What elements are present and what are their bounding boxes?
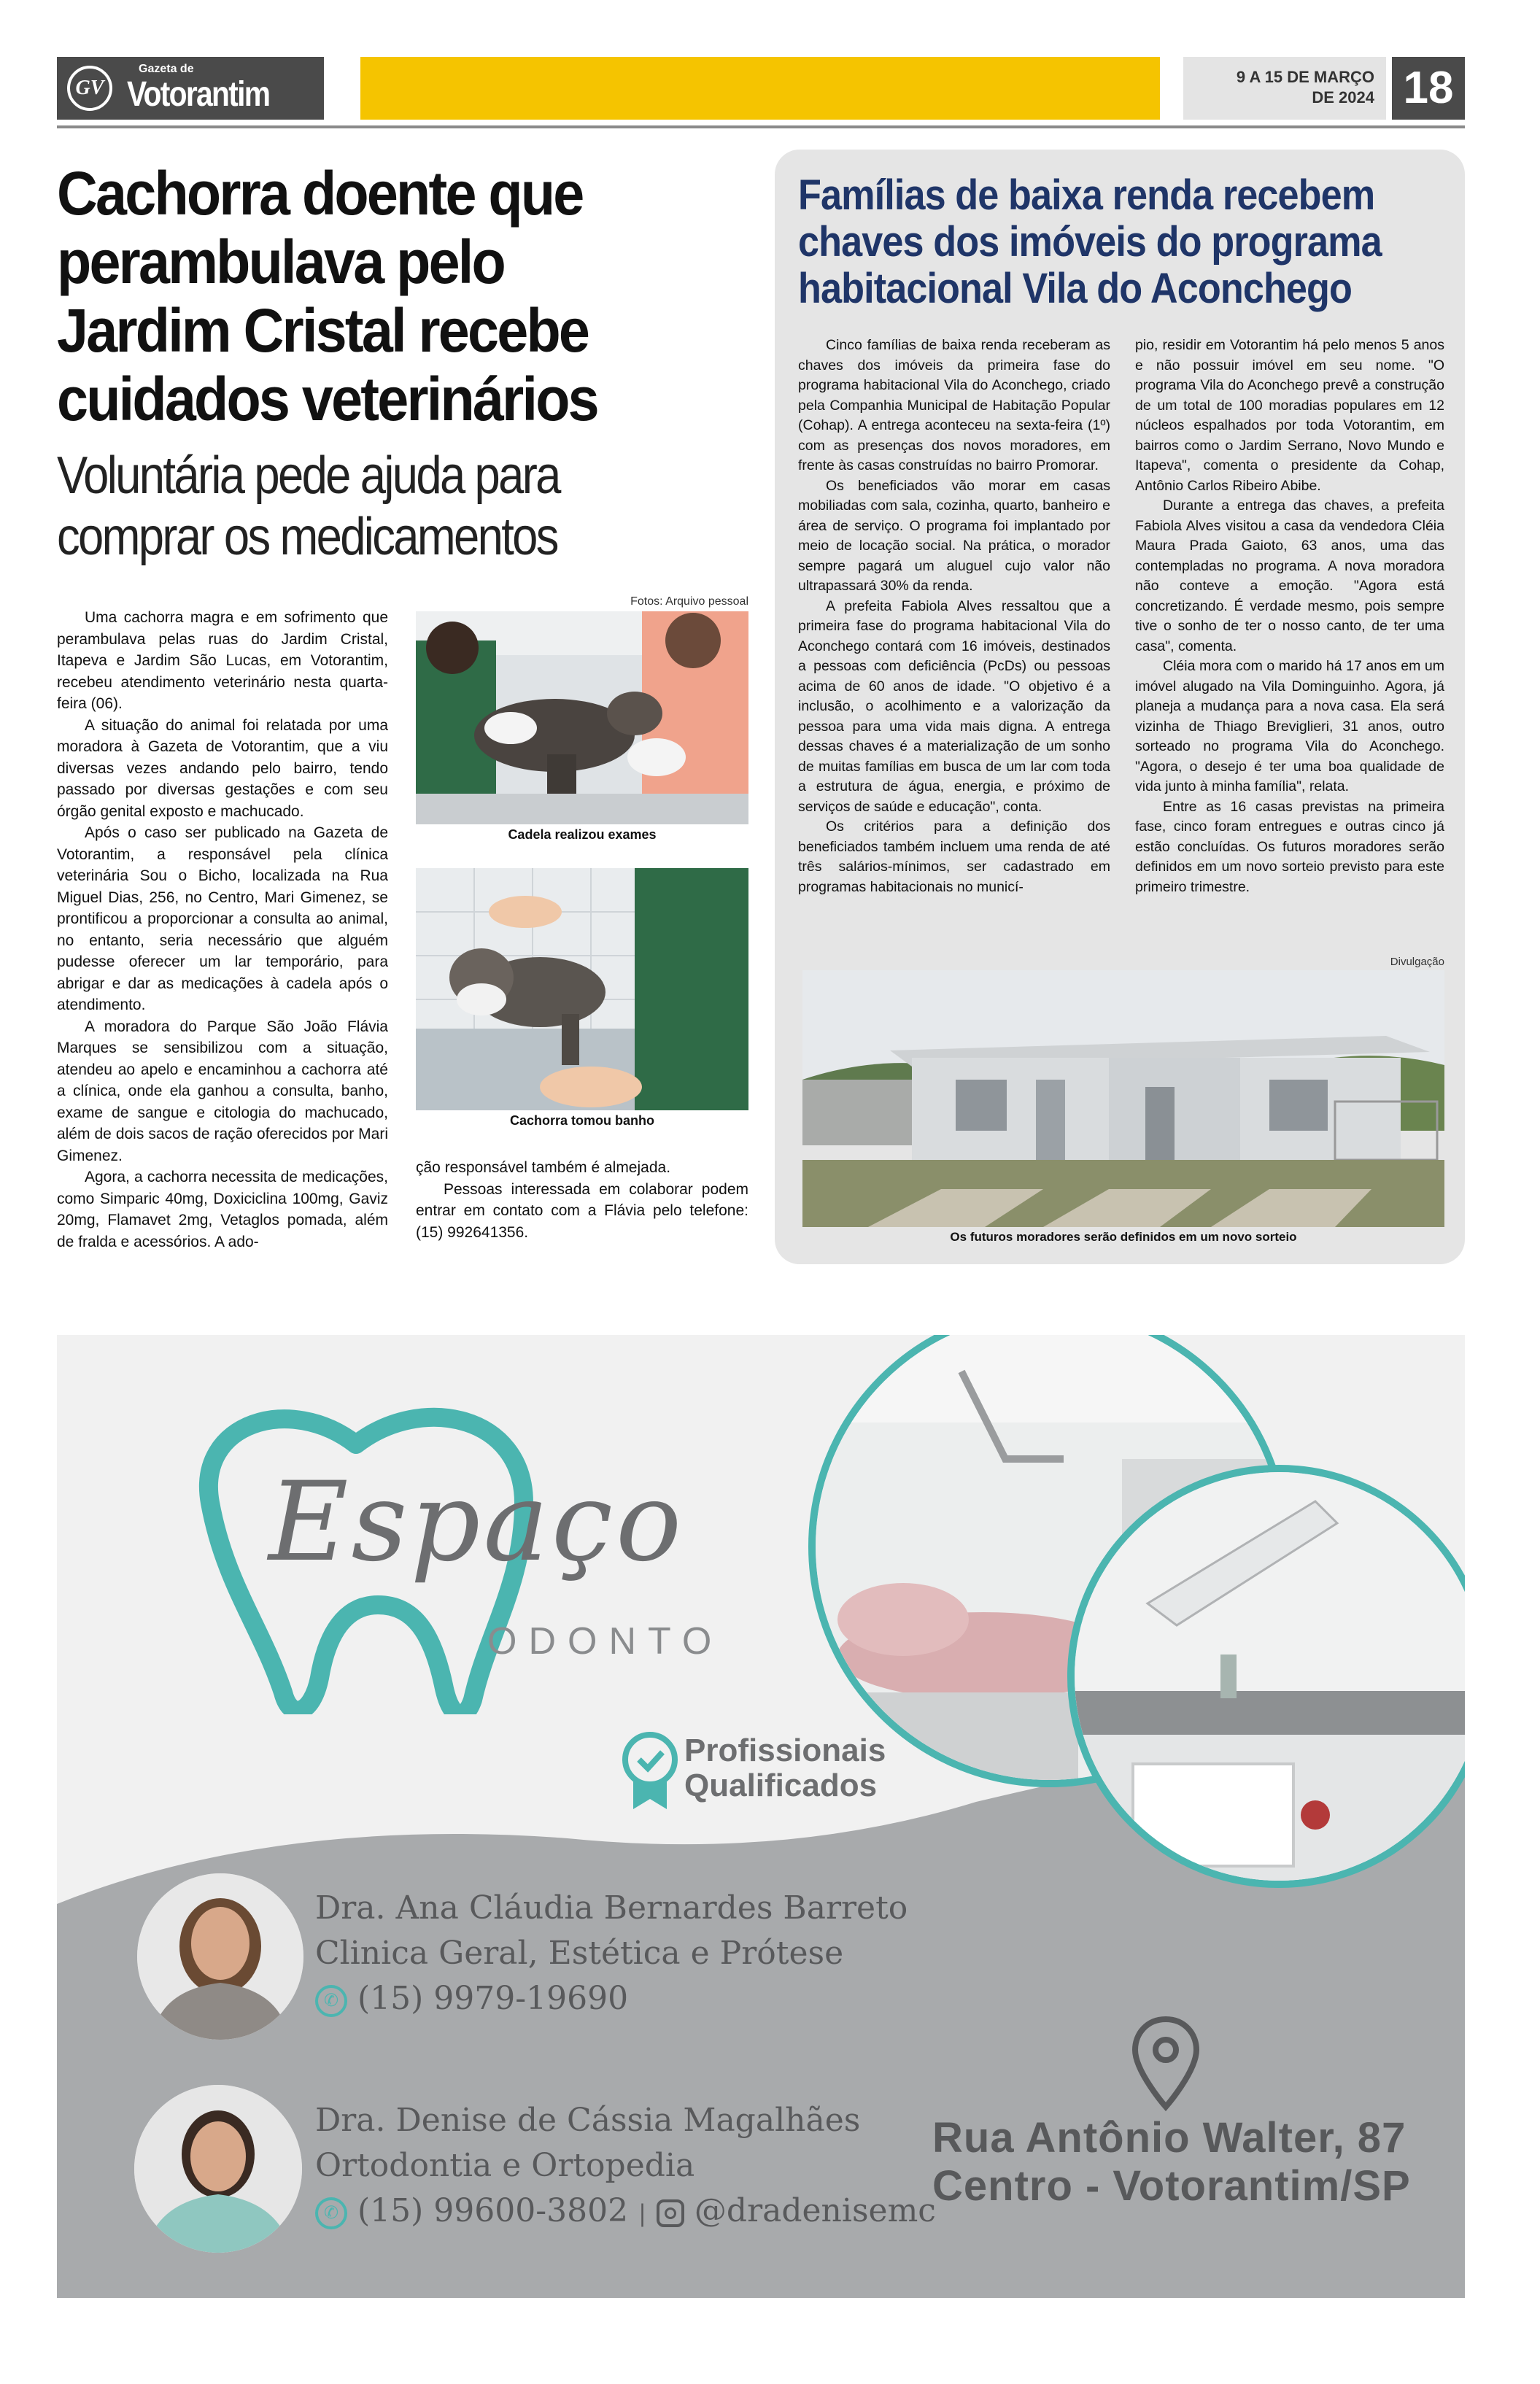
article-subheadline: Voluntária pede ajuda para comprar os medicamentos xyxy=(57,446,560,566)
advertisement-dental xyxy=(57,1335,1465,2298)
logo-small-text: Gazeta de xyxy=(139,63,194,75)
doctor-2-contact-row xyxy=(315,2188,936,2236)
brand-sub: ODONTO xyxy=(487,1620,724,1663)
doctor-1-name: Dra. Ana Cláudia Bernardes Barreto xyxy=(315,1889,908,1927)
doctor-2-name: Dra. Denise de Cássia Magalhães xyxy=(315,2102,861,2139)
masthead xyxy=(57,57,324,120)
paragraph: Os critérios para a definição dos beneficiados também incluem uma renda de até três salários-mínimos, ser cadastrado em programas habitacionais no municí- xyxy=(798,818,1110,895)
sidebar-column-2 xyxy=(1135,336,1444,897)
whatsapp-icon: ✆ xyxy=(315,2197,347,2229)
clinic-address xyxy=(932,2114,1411,2210)
paragraph: Pessoas interessada em colaborar podem entrar em contato com a Flávia pelo telefone: (15) 992641356. xyxy=(416,1180,748,1241)
doctor-1-phone: (15) 9979-19690 xyxy=(357,1980,629,2017)
paragraph: A prefeita Fabiola Alves ressaltou que a primeira fase do programa habitacional Vila do Aconchego contará com 16 imóveis, destinados a pessoas com deficiência (PcDs) ou pessoas acima de 60 anos de idade. "O objetivo é a inclusão, o acolhimento e a valorização da pessoa para uma vida mais digna. A entrega dessas chaves é a materialização de um sonho de muitas famílias em busca de um lar com toda a estrutura de água, energia, e próximo de serviços de saúde e educação", conta. xyxy=(798,597,1110,815)
header-yellow-bar xyxy=(360,57,1160,120)
issue-date xyxy=(1183,57,1386,120)
photo-dog-exam xyxy=(416,611,748,824)
doctor-1-specialty: Clinica Geral, Estética e Prótese xyxy=(315,1935,844,1972)
doctor-2-info xyxy=(315,2098,936,2236)
badge-line-1: Profissionais xyxy=(684,1733,886,1768)
photo-credit: Fotos: Arquivo pessoal xyxy=(630,595,748,608)
badge-line-2: Qualificados xyxy=(684,1768,878,1803)
sidebar-column-1 xyxy=(798,336,1110,897)
doctor-2-phone: (15) 99600-3802 xyxy=(357,2192,629,2229)
doctor-2-specialty: Ortodontia e Ortopedia xyxy=(315,2147,695,2184)
separator: | xyxy=(638,2199,646,2227)
location-pin-icon xyxy=(1129,2013,1202,2116)
date-line-1: 9 A 15 DE MARÇO xyxy=(1236,68,1374,86)
paragraph: A situação do animal foi relatada por uma moradora à Gazeta de Votorantim, que a viu diversas vezes andando pelo bairro, tendo passado por diversas gestações e com seu órgão genital exposto e machucado. xyxy=(57,716,388,820)
photo-credit: Divulgação xyxy=(1390,956,1444,968)
photo-caption: Cadela realizou exames xyxy=(508,827,657,842)
paragraph: Os beneficiados vão morar em casas mobiliadas com sala, cozinha, quarto, banheiro e área de serviço. O programa foi implantado por meio de locação social. Na prática, o morador sempre pagará um aluguel cujo valor não ultrapassará 30% da renda. xyxy=(798,477,1110,594)
date-line-2: DE 2024 xyxy=(1312,88,1374,107)
article-column-2 xyxy=(416,1157,748,1243)
paragraph: Durante a entrega das chaves, a prefeita Fabiola Alves visitou a casa da vendedora Cléia Maura Prada Gaioto, 63 anos, uma das contempladas no programa. A nova moradora não conteve a emoção. "Agora está concretizando. É verdade mesmo, pois sempre tive o sonho de ter o nosso canto, de ter uma casa", comenta. xyxy=(1135,498,1444,654)
paragraph: Entre as 16 casas previstas na primeira fase, cinco foram entregues e outras cinco já estão concluídas. Os futuros moradores serão definidos em um novo sorteio previsto para este primeiro trimestre. xyxy=(1135,798,1444,895)
paragraph: Cléia mora com o marido há 17 anos em um imóvel alugado na Vila Dominguinho. Agora, já planeja a mudança para a nova casa. Ela será vizinha de Thiago Breviglieri, 31 anos, outro sorteado no programa Vila do Aconchego. "Agora, o desejo é ter uma boa qualidade de vida junto à minha família", relata. xyxy=(1135,658,1444,794)
doctor-1-avatar xyxy=(137,1873,303,2040)
paragraph: Uma cachorra magra e em sofrimento que perambulava pelas ruas do Jardim Cristal, Itapeva e Jardim São Lucas, em Votorantim, recebeu atendimento veterinário nesta quarta-feira (06). xyxy=(57,609,388,712)
address-line-1: Rua Antônio Walter, 87 xyxy=(932,2114,1406,2162)
paragraph: pio, residir em Votorantim há pelo menos 5 anos e não possuir imóvel em seu nome. "O programa Vila do Aconchego prevê a construção de um total de 100 moradias populares em 12 núcleos espalhados por toda Votorantim, em bairros como o Jardim Serrano, Novo Mundo e Itapeva", comenta o presidente da Cohap, Antônio Carlos Ribeiro Abibe. xyxy=(1135,337,1444,494)
sidebar-article-title: Famílias de baixa renda recebem chaves dos imóveis do programa habitacional Vila do Aconchego xyxy=(798,171,1382,312)
instagram-icon xyxy=(657,2199,684,2227)
photo-houses xyxy=(802,970,1444,1227)
header-rule xyxy=(57,125,1465,128)
address-line-2: Centro - Votorantim/SP xyxy=(932,2162,1411,2210)
photo-caption: Os futuros moradores serão definidos em um novo sorteio xyxy=(950,1230,1297,1244)
paragraph: ção responsável também é almejada. xyxy=(416,1159,671,1176)
doctor-1-phone-row xyxy=(315,1976,908,2021)
paragraph: Após o caso ser publicado na Gazeta de Votorantim, a responsável pela clínica veterinária Sou o Bicho, localizada na Rua Miguel Dias, 256, no Centro, Mari Gimenez, se prontificou a proporcionar a consulta ao animal, no entanto, seria necessário que alguém pudesse oferecer um lar temporário, para abrigar e dar as medicações à cadela após o atendimento. xyxy=(57,824,388,1013)
badge-text xyxy=(684,1733,886,1803)
whatsapp-icon: ✆ xyxy=(315,1985,347,2017)
logo-monogram: GV xyxy=(67,66,112,111)
photo-dog-bath xyxy=(416,868,748,1110)
photo-caption: Cachorra tomou banho xyxy=(509,1113,654,1128)
article-column-1 xyxy=(57,607,388,1253)
page-number: 18 xyxy=(1392,57,1465,120)
brand-script: Espaço xyxy=(268,1459,685,1586)
paragraph: A moradora do Parque São João Flávia Marques se sensibilizou com a situação, atendeu ao apelo e encaminhou a cachorra até a clínica, onde ela ganhou a consulta, banho, exame de sangue e citologia do machucado, além de dois sacos de ração oferecidos por Mari Gimenez. xyxy=(57,1018,388,1164)
paragraph: Agora, a cachorra necessita de medicações, como Simparic 40mg, Doxiciclina 100mg, Gaviz 20mg, Flamavet 2mg, Vetaglos pomada, além de fralda e acessórios. A ado- xyxy=(57,1169,388,1250)
article-headline: Cachorra doente que perambulava pelo Jardim Cristal recebe cuidados veterinários xyxy=(57,159,597,433)
paragraph: Cinco famílias de baixa renda receberam as chaves dos imóveis da primeira fase do programa habitacional Vila do Aconchego, criado pela Companhia Municipal de Habitação Popular (Cohap). A entrega aconteceu na sexta-feira (1º) com as presenças dos novos moradores, em frente às casas construídas no bairro Promorar. xyxy=(798,337,1110,473)
quality-badge-icon xyxy=(619,1730,681,1811)
logo-title: Votorantim xyxy=(127,75,270,114)
doctor-1-info xyxy=(315,1886,908,2021)
doctor-2-avatar xyxy=(134,2085,302,2253)
doctor-2-instagram: @dradenisemc xyxy=(694,2192,936,2229)
